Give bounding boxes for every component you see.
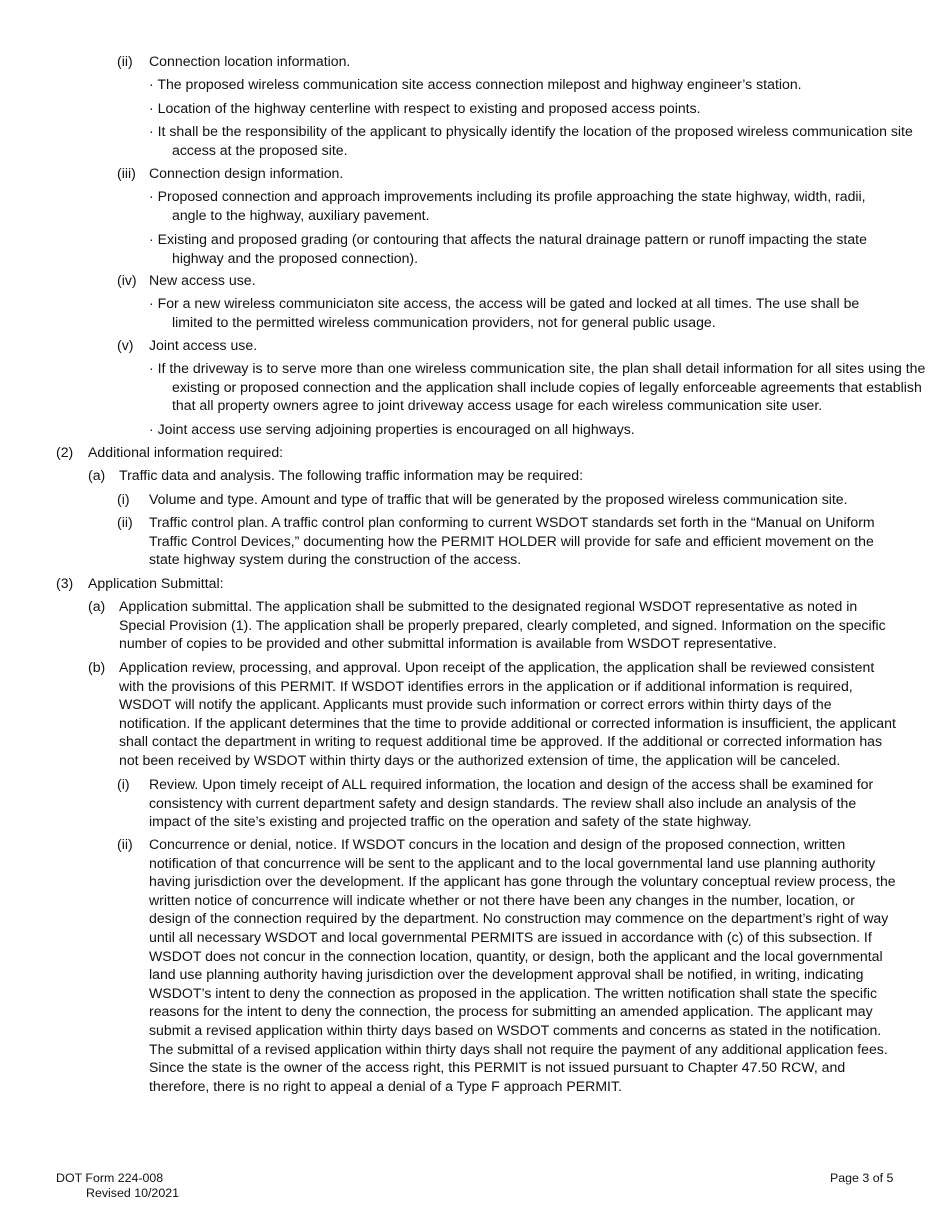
item-heading: Connection location information. [149,53,351,69]
item-number: (i) [117,776,130,792]
item-number: (a) [88,467,106,483]
paragraph: Volume and type. Amount and type of traffic that will be generated by the proposed wireless communication site. [149,491,848,507]
section-heading: Application Submittal: [88,575,224,591]
item-number: (iii) [117,165,136,181]
item-heading: Connection design information. [149,165,344,181]
paragraph: Application review, processing, and approval. Upon receipt of the application, the application shall be reviewed consistent with the provisions of this PERMIT. If WSDOT identifies errors in the application or if additional information is required, WSDOT will notify the applicant. Applicants must provide such information or correct errors within thirty days of the notification. If the applicant determines that the time to provide additional or corrected information is insufficient, the applicant shall contact the department in writing to request additional time be approved. If the additional or corrected information has not been received by WSDOT within thirty days or the authorized extension of time, the application will be canceled. [119,659,896,768]
section-number: (3) [56,575,74,591]
bullet-item: · For a new wireless communiciaton site access, the access will be gated and locked at all times. The use shall be limited to the permitted wireless communication providers, not for general public usage. [149,295,860,330]
item-number: (a) [88,598,106,614]
item-number: (ii) [117,836,133,852]
item-number: (ii) [117,514,133,530]
item-number: (ii) [117,53,133,69]
item-number: (iv) [117,272,137,288]
bullet-item: · Location of the highway centerline with respect to existing and proposed access points. [149,100,701,116]
item-number: (b) [88,659,106,675]
paragraph: Concurrence or denial, notice. If WSDOT concurs in the location and design of the proposed connection, written notification of that concurrence will be sent to the applicant and to the local governmental land use planning authority having jurisdiction over the development. If the applicant has gone through the voluntary conceptual review process, the written notice of concurrence will indicate whether or not there have been any changes in the number, location, or design of the connection required by the department. No construction may commence on the department’s right of way until all necessary WSDOT and local governmental PERMITS are issued in accordance with (c) of this subsection. If WSDOT does not concur in the connection location, quantity, or design, both the applicant and the local governmental land use planning authority having jurisdiction over the development approval shall be notified, in writing, indicating WSDOT’s intent to deny the connection as proposed in the application. The written notification shall state the specific reasons for the intent to deny the connection, the process for submitting an amended application. The applicant may submit a revised application within thirty days based on WSDOT comments and concerns as stated in the notification. The submittal of a revised application within thirty days shall not require the payment of any additional application fees. Since the state is the owner of the access right, this PERMIT is not issued pursuant to Chapter 47.50 RCW, and therefore, there is no right to appeal a denial of a Type F approach PERMIT. [149,836,896,1094]
bullet-item: · Joint access use serving adjoining properties is encouraged on all highways. [149,421,635,437]
bullet-item: · It shall be the responsibility of the applicant to physically identify the location of the proposed wireless communication site access at the proposed site. [149,123,913,158]
item-number: (v) [117,337,134,353]
item-heading: Joint access use. [149,337,258,353]
paragraph: Application submittal. The application shall be submitted to the designated regional WSDOT representative as noted in Special Provision (1). The application shall be properly prepared, clearly completed, and signed. Information on the specific number of copies to be provided and other submittal information is available from WSDOT representative. [119,598,886,652]
bullet-item: · The proposed wireless communication site access connection milepost and highway engineer’s station. [149,76,802,92]
bullet-item: · Proposed connection and approach improvements including its profile approaching the state highway, width, radii, angle to the highway, auxiliary pavement. [149,188,866,223]
form-number: DOT Form 224-008 [56,1171,164,1185]
section-number: (2) [56,444,74,460]
section-heading: Additional information required: [88,444,284,460]
revision-date: Revised 10/2021 [86,1186,179,1200]
page-number: Page 3 of 5 [830,1171,894,1185]
bullet-item: · If the driveway is to serve more than one wireless communication site, the plan shall detail information for all sites using the existing or proposed connection and the application shall include copies of legally enforceable agreements that establish that all property owners agree to joint driveway access usage for each wireless communication site user. [149,360,926,414]
item-heading: New access use. [149,272,256,288]
item-number: (i) [117,491,130,507]
paragraph: Traffic control plan. A traffic control plan conforming to current WSDOT standards set forth in the “Manual on Uniform Traffic Control Devices,” documenting how the PERMIT HOLDER will provide for safe and efficient movement on the state highway system during the construction of the access. [149,514,875,568]
item-heading: Traffic data and analysis. The following traffic information may be required: [119,467,584,483]
paragraph: Review. Upon timely receipt of ALL required information, the location and design of the access shall be examined for consistency with current department safety and design standards. The review shall also include an analysis of the impact of the site’s existing and projected traffic on the operation and safety of the state highway. [149,776,874,830]
bullet-item: · Existing and proposed grading (or contouring that affects the natural drainage pattern or runoff impacting the state highway and the proposed connection). [149,231,867,266]
